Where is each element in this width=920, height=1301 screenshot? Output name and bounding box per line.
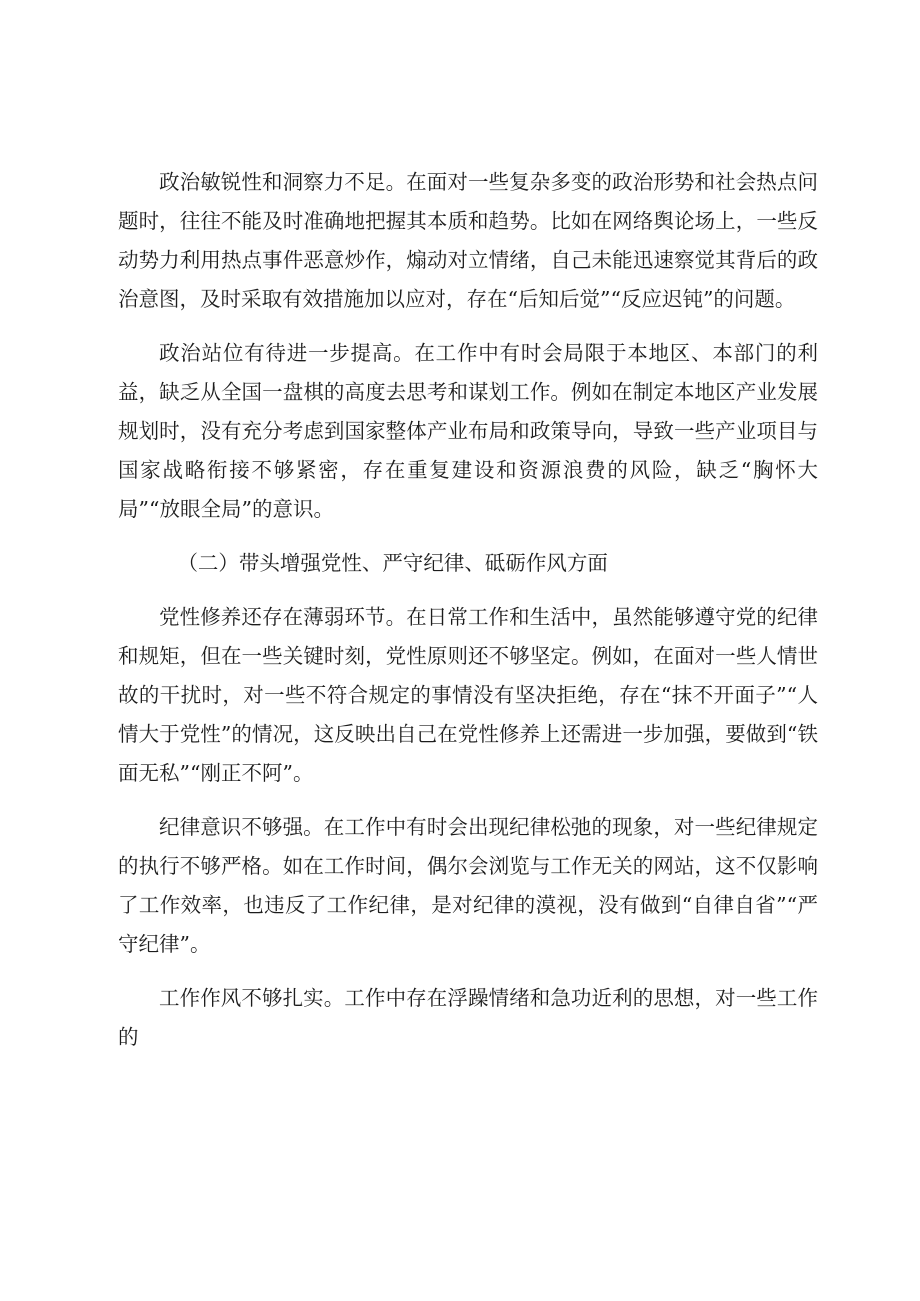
paragraph-political-stance: 政治站位有待进一步提高。在工作中有时会局限于本地区、本部门的利益，缺乏从全国一盘棋的高度去思考和谋划工作。例如在制定本地区产业发展规划时，没有充分考虑到国家整体产业布局和政策导向，导致一些产业项目与国家战略衔接不够紧密，存在重复建设和资源浪费的风险，缺乏“胸怀大局”“放眼全局”的意识。 <box>118 341 818 521</box>
section-heading-party-discipline: （二）带头增强党性、严守纪律、砥砺作风方面 <box>177 551 608 575</box>
document-page <box>118 163 818 1072</box>
paragraph-party-cultivation: 党性修养还存在薄弱环节。在日常工作和生活中，虽然能够遵守党的纪律和规矩，但在一些关键时刻，党性原则还不够坚定。例如，在面对一些人情世故的干扰时，对一些不符合规定的事情没有坚决拒绝，存在“抹不开面子”“人情大于党性”的情况，这反映出自己在党性修养上还需进一步加强，要做到“铁面无私”“刚正不阿”。 <box>118 605 818 785</box>
paragraph-political-sensitivity: 政治敏锐性和洞察力不足。在面对一些复杂多变的政治形势和社会热点问题时，往往不能及时准确地把握其本质和趋势。比如在网络舆论场上，一些反动势力利用热点事件恶意炒作，煽动对立情绪，自己未能迅速察觉其背后的政治意图，及时采取有效措施加以应对，存在“后知后觉”“反应迟钝”的问题。 <box>118 170 818 311</box>
paragraph-discipline-awareness: 纪律意识不够强。在工作中有时会出现纪律松弛的现象，对一些纪律规定的执行不够严格。如在工作时间，偶尔会浏览与工作无关的网站，这不仅影响了工作效率，也违反了工作纪律，是对纪律的漠视，没有做到“自律自省”“严守纪律”。 <box>118 815 818 956</box>
paragraph-work-style: 工作作风不够扎实。工作中存在浮躁情绪和急功近利的思想，对一些工作的 <box>118 986 818 1049</box>
